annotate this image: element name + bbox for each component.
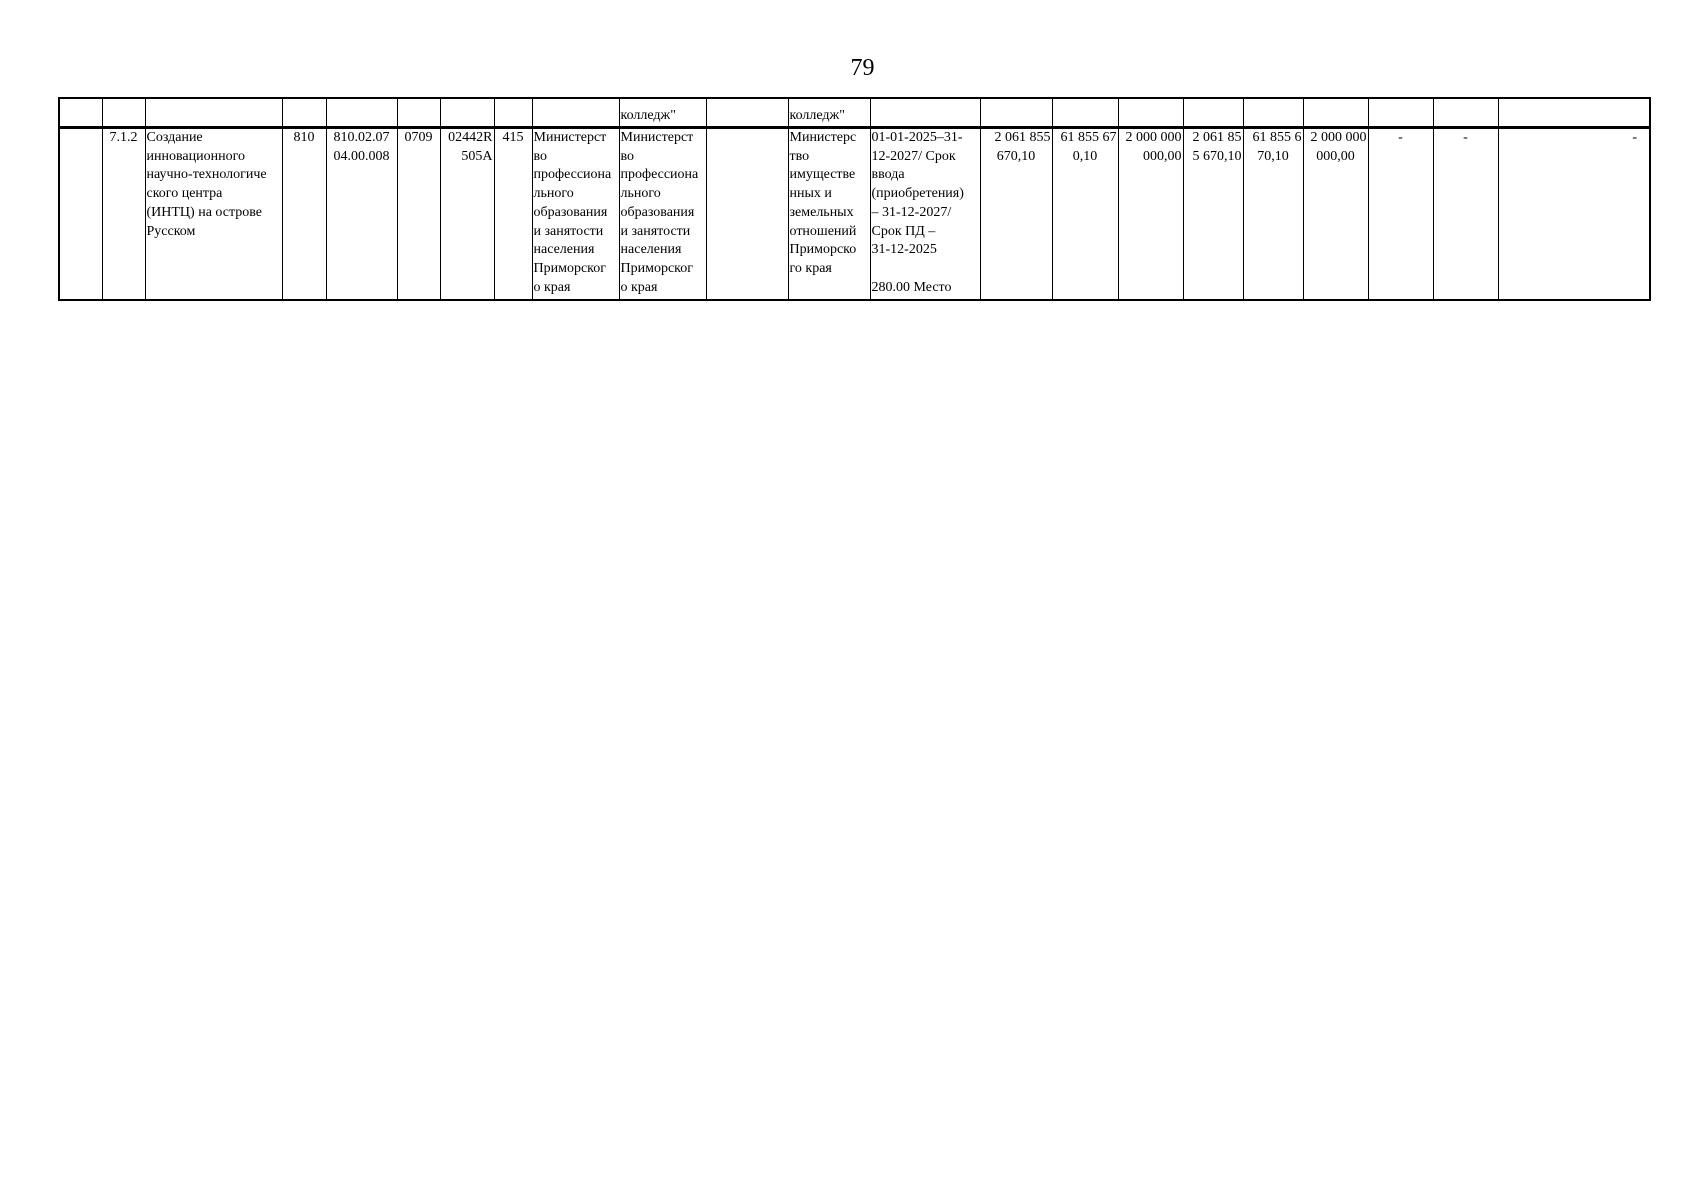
amount-cell: 2 000 000 000,00 [1118,128,1183,301]
owner-cell: Министерс тво имуществе нных и земельных отношений Приморско го края [788,128,870,301]
item-number: 7.1.2 [102,128,145,301]
page-number: 79 [850,55,875,81]
amount-cell: 2 061 85 5 670,10 [1183,128,1243,301]
table-cell [59,98,102,128]
table-cell [1303,98,1368,128]
amount-cell: 61 855 6 70,10 [1243,128,1303,301]
amount-cell: 61 855 67 0,10 [1052,128,1118,301]
program-code-cell: 810.02.07 04.00.008 [326,128,397,301]
dash-cell: - [1498,128,1650,301]
table-row [59,128,1650,301]
table-cell [102,98,145,128]
table-cell [397,98,440,128]
dash-cell: - [1433,128,1498,301]
table-cell [1183,98,1243,128]
document-table [58,97,1651,301]
table-cell [1052,98,1118,128]
continuation-text-cell: колледж" [619,98,706,128]
table-cell [980,98,1052,128]
object-name-cell: Создание инновационного научно-технологиче ского центра (ИНТЦ) на острове Русском [145,128,282,301]
table-cell [1118,98,1183,128]
table-cell [326,98,397,128]
amount-cell: 2 000 000 000,00 [1303,128,1368,301]
table-cell [59,128,102,301]
table-cell [532,98,619,128]
dash-cell: - [1368,128,1433,301]
table-cell [494,98,532,128]
developer-cell: Министерст во профессиона льного образования и занятости населения Приморског о края [619,128,706,301]
customer-cell: Министерст во профессиона льного образования и занятости населения Приморског о края [532,128,619,301]
continuation-row [59,98,1650,128]
table-cell [706,98,788,128]
table-cell [282,98,326,128]
table-cell [706,128,788,301]
section-code-cell: 0709 [397,128,440,301]
table-cell [1243,98,1303,128]
table-cell [1368,98,1433,128]
code-cell: 810 [282,128,326,301]
amount-cell: 2 061 855 670,10 [980,128,1052,301]
table-cell [1433,98,1498,128]
target-code-cell: 02442R 505A [440,128,494,301]
expense-type-cell: 415 [494,128,532,301]
continuation-text-cell: колледж" [788,98,870,128]
capacity-text: 280.00 Место [871,279,952,295]
dates-cell: 01-01-2025–31- 12-2027/ Срок ввода (приобретения) – 31-12-2027/ Срок ПД – 31-12-2025 280.00 Место [870,128,980,301]
table-cell [870,98,980,128]
table-cell [440,98,494,128]
table-cell [145,98,282,128]
